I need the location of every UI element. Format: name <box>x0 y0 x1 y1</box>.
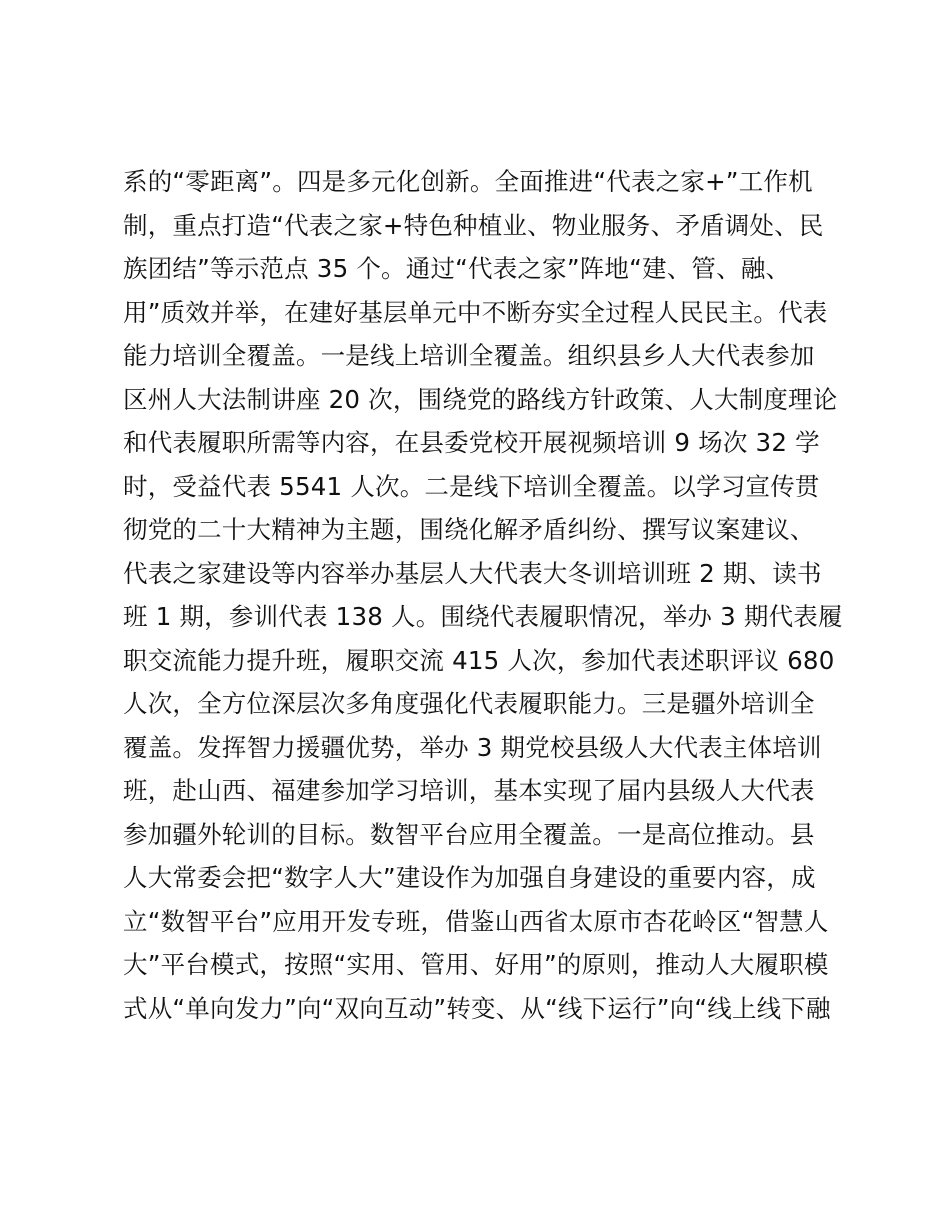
text-line: 班 1 期，参训代表 138 人。围绕代表履职情况，举办 3 期代表履 <box>123 602 843 631</box>
text-line: 和代表履职所需等内容，在县委党校开展视频培训 9 场次 32 学 <box>123 428 820 457</box>
text-line: 彻党的二十大精神为主题，围绕化解矛盾纠纷、撰写议案建议、 <box>123 515 815 544</box>
text-line: 职交流能力提升班，履职交流 415 人次，参加代表述职评议 680 <box>123 645 835 675</box>
text-line: 立“数智平台”应用开发专班，借鉴山西省太原市杏花岭区“智慧人 <box>123 906 829 936</box>
text-line: 式从“单向发力”向“双向互动”转变、从“线下运行”向“线上线下融 <box>123 993 831 1023</box>
text-line: 区州人大法制讲座 20 次，围绕党的路线方针政策、人大制度理论 <box>123 384 838 414</box>
text-line: 参加疆外轮训的目标。数智平台应用全覆盖。一是高位推动。县 <box>123 819 815 849</box>
text-line: 大”平台模式，按照“实用、管用、好用”的原则，推动人大履职模 <box>123 950 829 979</box>
text-line: 制，重点打造“代表之家+特色种植业、物业服务、矛盾调处、民 <box>123 210 824 240</box>
text-line: 班，赴山西、福建参加学习培训，基本实现了届内县级人大代表 <box>123 776 815 805</box>
text-line: 覆盖。发挥智力援疆优势，举办 3 期党校县级人大代表主体培训 <box>123 732 822 762</box>
text-line: 用”质效并举，在建好基层单元中不断夯实全过程人民民主。代表 <box>123 297 828 327</box>
text-line: 代表之家建设等内容举办基层人大代表大冬训培训班 2 期、读书 <box>123 558 822 588</box>
text-line: 族团结”等示范点 35 个。通过“代表之家”阵地“建、管、融、 <box>123 254 791 283</box>
body-paragraph <box>123 160 843 1030</box>
text-line: 人大常委会把“数字人大”建设作为加强自身建设的重要内容，成 <box>123 863 816 892</box>
text-line: 时，受益代表 5541 人次。二是线下培训全覆盖。以学习宣传贯 <box>123 471 820 501</box>
text-line: 人次，全方位深层次多角度强化代表履职能力。三是疆外培训全 <box>123 689 815 718</box>
text-line: 能力培训全覆盖。一是线上培训全覆盖。组织县乡人大代表参加 <box>123 341 815 370</box>
text-line: 系的“零距离”。四是多元化创新。全面推进“代表之家+”工作机 <box>123 167 813 196</box>
